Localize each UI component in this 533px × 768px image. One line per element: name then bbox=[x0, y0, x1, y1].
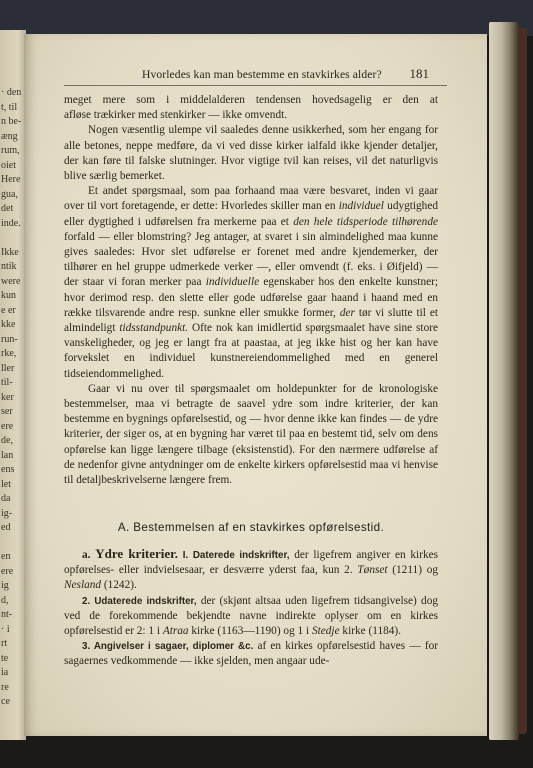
background-top bbox=[0, 0, 533, 36]
running-title: Hvorledes kan man bestemme en stavkirkes alder? bbox=[142, 68, 382, 81]
paragraph-4: Gaar vi nu over til spørgsmaalet om holdepunkter for de kronologiske bestemmelser, maa vi betragte de saavel ydre som indre kriterier, der kan bestemme en bygnings opførelsestid, og — hvor denne ikke kan findes — de ydre kriterier, der siger os, at en bygning har været til paa en bestemt tid, selv om dens opførelse kan ligge længere tilbage (eksistenstid). For den nærmere udførelse af de nedenfor givne antydninger om de enkelte kirkers opførelsestid maa vi henvise til detaljbeskrivelserne længere frem. bbox=[64, 382, 438, 487]
item-a: a. Ydre kriterier. I. Daterede indskrifter, der ligefrem angiver en kirkes opførelses- eller indvielsesaar, er desværre yderst faa, kun 2. Tønset (1211) og Nesland (1242). bbox=[64, 546, 439, 592]
section-body bbox=[64, 546, 438, 670]
header-rule bbox=[64, 85, 447, 86]
paragraph-1-line-2: afløse trækirker med stenkirker — ikke omvendt. bbox=[64, 109, 288, 122]
paragraph-3: Et andet spørgsmaal, som paa forhaand maa være besvaret, inden vi gaar over til vort foretagende, er dette: Hvorledes skiller man en individuel udygtighed eller dygtighed i udførelsen fra merkerne paa et den hele tidsperiode tilhørende forfald — eller blomstring? Jeg antager, at svaret i sin almindelighed maa kunne gives saaledes: Hvor slet udførelse er forenet med andre kjendemerker, der tilhører en hel gruppe udmerkede verker —, eller omvendt (f. eks. i Øifjeld) — der staar vi foran merker paa individuelle egenskaber hos den enkelte kunstner; hvor derimod resp. den slette eller gode udførelse gaar haand i haand med en række tilsvarende andre resp. sunkne eller smukke former, der tør vi slutte til et almindeligt tidsstandpunkt. Ofte nok kan imidlertid spørgsmaalet have sine store vanskeligheder, og jeg er langt fra at paastaa, at jeg ikke hist og her kan have forvekslet en individuel kunstnereiendommelighed med en generel tidseiendommelighed. bbox=[64, 185, 439, 380]
body-text bbox=[64, 93, 438, 488]
book-page bbox=[24, 34, 487, 736]
book-page-edges bbox=[489, 22, 519, 740]
paragraph-2: Nogen væsentlig ulempe vil saaledes denne usikkerhed, som her engang for alle betones, neppe medføre, da vi ved disse kirker ialfald ikke kjender detaljer, der kan føre til falske slutninger. Hvor vigtige tvil kan reises, vil det naturligvis blive særlig bemerket. bbox=[64, 124, 438, 183]
section-heading: A. Bestemmelsen af en stavkirkes opførelsestid. bbox=[117, 521, 385, 534]
paragraph-1-line-1: meget mere som i middelalderen tendensen hovedsagelig er den at bbox=[64, 94, 438, 106]
item-2: 2. Udaterede indskrifter, der (skjønt altsaa uden ligefrem tidsangivelse) dog ved de forekommende bekjendte navne indirekte oplyser om en kirkes opførelsestid er 2: 1 i Atraa kirke (1163—1190) og 1 i Stedje kirke (1184). bbox=[64, 594, 438, 638]
item-3: 3. Angivelser i sagaer, diplomer &c. af en kirkes opførelsestid haves — for sagaernes vedkommende — ikke sjelden, men angaar ude- bbox=[64, 640, 438, 668]
page-number: 181 bbox=[409, 66, 429, 81]
left-page-text: · den t, til n be- æng rum, oiet Here gua, det inde. Ikke ntik were kun e er kke run- rke, ller til- ker ser ere de, lan ens let da ig- ed en ere ig d, nt- · i rt te ia re ce bbox=[1, 87, 22, 707]
left-page-fragment bbox=[0, 30, 26, 740]
